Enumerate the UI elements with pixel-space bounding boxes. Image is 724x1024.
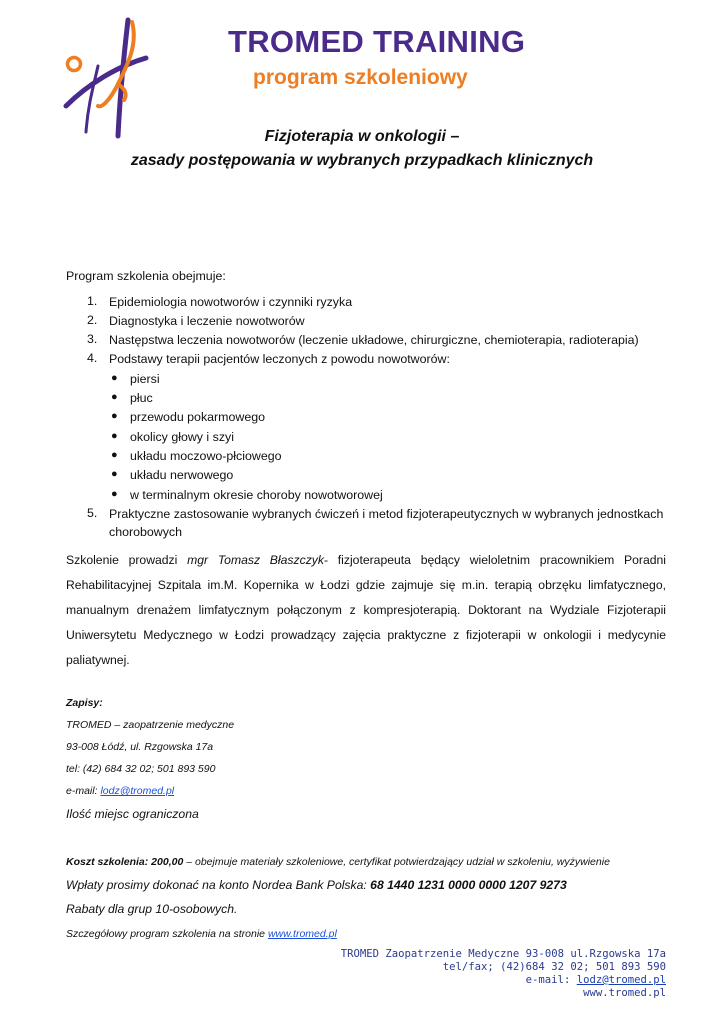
sub-list-item: w terminalnym okresie choroby nowotworowej — [130, 488, 383, 502]
signup-email-label: e-mail: — [66, 785, 101, 797]
list-item: Epidemiologia nowotworów i czynniki ryzyka — [109, 295, 353, 309]
discount-text: Rabaty dla grup 10-osobowych. — [66, 902, 238, 916]
instructor-description: - fizjoterapeuta będący wieloletnim pracownikiem Poradni Rehabilitacyjnej Szpitala im.M. Kopernika w Łodzi gdzie zajmuje się m.in. terapią obrzęku limfatycznego, manualnym drenażem limfatycznym połączonym z kompresjoterapią. Doktorant na Wydziale Fizjoterapii Uniwersytetu Medycznego w Łodzi prowadzący zajęcia praktyczne z fizjoterapii w onkologii i medycynie paliatywnej. — [66, 553, 667, 667]
payment-text: Wpłaty prosimy dokonać na konto Nordea Bank Polska: — [66, 878, 371, 892]
list-item: Praktyczne zastosowanie wybranych ćwiczeń i metod fizjoterapeutycznych w wybranych jednostkach — [109, 507, 664, 521]
bullet-icon: ● — [111, 410, 118, 422]
signup-email-row — [66, 785, 174, 797]
list-item-number: 5. — [87, 506, 98, 520]
program-intro: Program szkolenia obejmuje: — [66, 269, 226, 283]
cost-row — [66, 856, 610, 868]
footer-website[interactable]: www.tromed.pl — [583, 987, 666, 999]
sub-list-item: płuc — [130, 391, 153, 405]
bullet-icon: ● — [111, 468, 118, 480]
footer-email-label: e-mail: — [525, 974, 577, 986]
sub-list-item: przewodu pokarmowego — [130, 410, 265, 424]
signup-address: 93-008 Łódź, ul. Rzgowska 17a — [66, 741, 214, 753]
list-item-number: 2. — [87, 313, 98, 327]
footer-address: TROMED Zaopatrzenie Medyczne 93-008 ul.Rzgowska 17a — [340, 948, 666, 960]
list-item-number: 3. — [87, 332, 98, 346]
bullet-icon: ● — [111, 391, 118, 403]
tromed-logo — [58, 14, 150, 140]
signup-company: TROMED – zaopatrzenie medyczne — [66, 719, 235, 731]
details-row — [66, 928, 337, 940]
bullet-icon: ● — [111, 488, 118, 500]
instructor-prefix: Szkolenie prowadzi — [66, 553, 188, 567]
cost-details: – obejmuje materiały szkoleniowe, certyfikat potwierdzający udział w szkoleniu, wyżywienie — [183, 856, 610, 868]
instructor-name: mgr Tomasz Błaszczyk — [187, 553, 324, 567]
signup-heading: Zapisy: — [66, 697, 103, 709]
list-item-continuation: chorobowych — [109, 525, 183, 539]
sub-list-item: piersi — [130, 372, 160, 386]
instructor-paragraph — [66, 548, 666, 673]
footer-email-link[interactable]: lodz@tromed.pl — [576, 974, 666, 986]
website-link[interactable]: www.tromed.pl — [267, 928, 337, 940]
bank-account-number: 68 1440 1231 0000 0000 1207 9273 — [370, 878, 567, 892]
course-title-line1: Fizjoterapia w onkologii – — [264, 128, 460, 145]
signup-email-link[interactable]: lodz@tromed.pl — [100, 785, 175, 797]
footer-phone: tel/fax; (42)684 32 02; 501 893 590 — [442, 961, 666, 973]
list-item: Następstwa leczenia nowotworów (leczenie układowe, chirurgiczne, chemioterapia, radioterapia) — [109, 333, 639, 347]
list-item: Diagnostyka i leczenie nowotworów — [109, 314, 305, 328]
list-item: Podstawy terapii pacjentów leczonych z powodu nowotworów: — [109, 352, 450, 366]
bullet-icon: ● — [111, 449, 118, 461]
cost-label: Koszt szkolenia: 200,00 — [66, 856, 184, 868]
signup-limited-seats: Ilość miejsc ograniczona — [66, 807, 199, 821]
brand-subtitle: program szkoleniowy — [253, 66, 468, 89]
list-item-number: 1. — [87, 294, 98, 308]
sub-list-item: układu moczowo-płciowego — [130, 449, 282, 463]
sub-list-item: układu nerwowego — [130, 468, 234, 482]
payment-row — [66, 878, 567, 892]
footer-email-row — [526, 974, 666, 987]
sub-list-item: okolicy głowy i szyi — [130, 430, 234, 444]
bullet-icon: ● — [111, 430, 118, 442]
details-text: Szczegółowy program szkolenia na stronie — [66, 928, 268, 940]
course-title-line2: zasady postępowania w wybranych przypadkach klinicznych — [130, 152, 594, 169]
signup-phone: tel: (42) 684 32 02; 501 893 590 — [66, 763, 216, 775]
brand-title: TROMED TRAINING — [228, 24, 526, 59]
list-item-number: 4. — [87, 351, 98, 365]
bullet-icon: ● — [111, 372, 118, 384]
